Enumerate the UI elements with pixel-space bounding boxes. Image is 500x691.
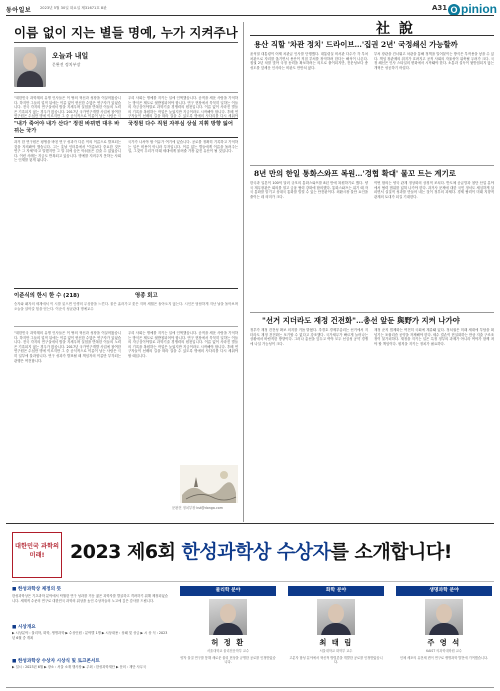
ad-section-2-body: ▶ 시상분야 : 물리학, 화학, 생명과학 ▶ 수상인원 : 분야별 1명 ▶ 시상내용 : 상패 및 상금 ▶ 시 상 식 : 2023년 6월 중 개최 xyxy=(12,631,168,640)
editorial-3-title: "선거 지더라도 재정 건전화"…총선 앞둔 與野가 지켜 나가야 xyxy=(262,316,460,325)
column-body-2: 우리 사회는 명예를 지키는 일에 인색했습니다. 공적을 세운 사람을 기억하는 방식은 제도로 뒷받침되어야 합니다. 연구 현장에서 묵묵히 일하는 이들의 자긍심이야말로 과학기술 경쟁력의 원천입니다. 이름 없이 사라진 별들의 기록을 복원하는 작업은 늦었지만 지금이라도 시작해야 합니다. 후배 연구자들이 선배의 길을 따라 걸을 수 있도록 명예의 사다리를 다시 세워야 xyxy=(128,96,238,118)
editorial-rule xyxy=(250,35,494,36)
ad-headline-prefix: 2023 제6회 xyxy=(70,541,182,563)
section-title xyxy=(448,2,497,16)
pullquote-1: "내가 죽어야 내가 산다" 정권 바뀌면 대우 바뀌는 국가 xyxy=(14,121,120,134)
ad-headline-main: 한성과학상 수상자 xyxy=(181,541,331,563)
poem-essay-2: 우리 사회는 명예를 지키는 일에 인색했습니다. 공적을 세운 사람을 기억하는 방식은 제도로 뒷받침되어야 합니다. 연구 현장에서 묵묵히 일하는 이들의 자긍심이야말로 과학기술 경쟁력의 원천입니다. 이름 없이 사라진 별들의 기록을 복원하는 작업은 늦었지만 지금이라도 시작해야 합니다. 후배 연구자들이 선배의 길을 따라 걸을 수 있도록 명예의 사다리를 다시 세워야 할 때입니다. xyxy=(128,331,238,358)
ad-section-2-title: ■ 시상개요 xyxy=(12,625,36,630)
column-body-1: "대한민국 과학계의 유명 인사들은 이 땅의 혁신과 성장을 이끌어왔습니다. 하지만 그들의 업적 뒤에는 이름 없이 헌신한 수많은 연구자가 있었습니다. 전국 각지의 연구실에서 밤을 지새우며 실험을 반복한 이들의 노력은 기록되지 않는 경우가 많습니다. 2017년 국가연구개발 사업에 참여한 연구원은 수십만 명에 이르지만 그 중 공식적으로 이름이 남는 사람은 극 xyxy=(14,96,121,118)
winner-description: 인체 세포의 유전체 변이 연구로 생명과학 발전에 기여했습니다. xyxy=(399,656,489,660)
winner-photo xyxy=(425,599,463,635)
winner-name: 허 정 환 xyxy=(211,638,245,647)
winner-affiliation: 서울대학교 물리천문학부 교수 xyxy=(206,649,250,653)
field-physics: 물리학 분야 xyxy=(180,586,276,596)
column-body-3: 과거 한 연구원은 평생을 바친 연구 성과가 다른 이의 이름으로 발표되는 것을 지켜봐야 했습니다. 그는 훗날 인터뷰에서 "이름보다 중요한 것은 연구 그 자체"라고 말했지만 그 말 뒤에 숨은 아쉬움은 감출 수 없었습니다. 이런 사례는 지금도 반복되고 있습니다. 명예를 지켜주지 못하는 사회는 인재를 잃게 됩니다. xyxy=(14,140,121,163)
winner-description: 양자 물질 연구를 통해 새로운 물리 현상을 규명한 공로를 인정받았습니다. xyxy=(180,656,276,665)
byline-role: 문완전 정치부장 xyxy=(52,62,81,67)
byline-rule xyxy=(14,92,238,93)
editorial-label: 社 說 xyxy=(376,21,415,37)
poem-body: 승자와 패자의 세계에서 이 시를 읽으면 인생의 무상함을 느낀다. 물은 흘러가고 꽃은 지며 세월은 돌아오지 않는다. 시인은 담담하게 지난 날을 돌아보며 오늘을 살아갈 힘을 얻는다. 이준식 성균관대 명예교수 xyxy=(14,302,238,311)
poem-tag: 이준식의 한시 한 수 (218) xyxy=(14,293,80,299)
ad-section-1-title: ■ 한성과학상 제정의 뜻 xyxy=(12,587,62,592)
masthead: 동아일보 xyxy=(6,7,32,14)
editorial-1-body-a: 윤석열 대통령이 어제 차관급 인사를 단행했다. 대통령실 비서관 다수가 각 부처 차관으로 자리를 옮기면서 용산이 직접 부처를 장악하려 한다는 해석이 나온다. 집권 2년 차를 맞아 국정 동력을 확보하려는 의도로 풀이되지만, 전문성보다 충성도를 앞세운 인사라는 비판도 만만치 않다. xyxy=(250,52,368,70)
title-rule xyxy=(14,42,238,43)
editorial-separator-2 xyxy=(250,312,494,313)
field-chemistry: 화학 분야 xyxy=(288,586,384,596)
poem-illustration xyxy=(180,465,238,503)
winner-photo xyxy=(317,599,355,635)
editorial-3-body-b: 재정 준칙 법제화는 여전히 국회에 계류돼 있다. 정치권은 미래 세대에 부담을 떠넘기는 포퓰리즘 공약을 자제해야 한다. 세수 결손이 현실화하는 만큼 지출 구조조정이 불가피하다. 재정을 지키는 일은 특정 정부의 과제가 아니라 여야가 함께 져야 할 책임이다. 원칙을 지키는 정치가 필요하다. xyxy=(374,328,494,346)
ad-section-3-title: ■ 한성과학상 수상자 시상식 및 토크콘서트 xyxy=(12,659,100,664)
field-life-science: 생명과학 분야 xyxy=(396,586,492,596)
poem-essay-1: "대한민국 과학계의 유명 인사들은 이 땅의 혁신과 성장을 이끌어왔습니다. 하지만 그들의 업적 뒤에는 이름 없이 헌신한 수많은 연구자가 있었습니다. 전국 각지의 연구실에서 밤을 지새우며 실험을 반복한 이들의 노력은 기록되지 않는 경우가 많습니다. 2017년 국가연구개발 사업에 참여한 연구원은 수십만 명에 이르지만 그 중 공식적으로 이름이 남는 사람은 극히 일부에 불과합니다. 연구 성과가 발표될 때 책임자의 이름만 부각되는 관행은 여전합니다. xyxy=(14,331,121,363)
author-photo xyxy=(14,47,46,87)
ad-headline xyxy=(70,537,452,564)
winner-name: 주 영 석 xyxy=(427,638,461,647)
poem-rule xyxy=(14,288,238,289)
section-label: pinion xyxy=(461,2,497,16)
page-number: A31 xyxy=(432,4,448,12)
ad-section-3-body: ▶ 일시 : 2023년 6월 ▶ 장소 : 서울 소재 행사장 ▶ 주최 : 한성과학재단 ▶ 문의 : 재단 사무국 xyxy=(12,665,147,669)
byline-name: 오늘과 내일 xyxy=(52,52,89,60)
editorial-1-title: 용산 직할 '차관 정치' 드라이브…'집권 2년' 국정쇄신 가능할까 xyxy=(254,40,458,49)
winner-affiliation: KAIST 의과학대학원 교수 xyxy=(426,649,462,653)
ad-headline-suffix: 를 소개합니다! xyxy=(330,541,452,563)
editorial-2-title: 8년 만의 한일 통화스와프 복원…'경협 확대' 물꼬 트는 계기로 xyxy=(254,169,456,178)
column-body-4: 국가가 나서야 할 이유가 여기에 있습니다. 공로를 정확히 기록하고 기억하는 일은 비용이 아니라 투자입니다. 이름 없는 별들에게 이름을 돌려주는 일, 그것이 우리가 미래 세대에게 물려줄 가장 값진 유산이 될 것입니다. xyxy=(128,140,238,154)
bottom-rule xyxy=(6,687,494,688)
ad-rule xyxy=(12,581,494,582)
column-note: 문완전 정치부장 kst@donga.com xyxy=(172,506,224,510)
poem-title: 영종 회고 xyxy=(135,293,158,299)
editorial-separator-1 xyxy=(250,165,494,166)
winner-name: 최 태 림 xyxy=(319,638,353,647)
editorial-2-body-a: 한국과 일본이 100억 달러 규모의 통화스와프를 8년 만에 복원하기로 했다. 양국 재무장관은 회의를 열고 금융 협력 강화에 합의했다. 통화스와프는 위기 때 자국 통화를 맡기고 상대국 통화를 빌릴 수 있는 안전판이다. 외환시장 불안 요인을 줄이는 데 의미가 크다. xyxy=(250,181,368,199)
editorial-1-body-b: 부처 장관을 건너뛰고 차관을 통해 정책을 밀어붙이는 방식은 부작용을 낳을 수 있다. 책임 장관제의 취지가 흐려지고 공직 사회의 자율성이 위축될 우려가 크다. 국정 쇄신은 인사 스타일의 변화에서 시작돼야 한다. 소통과 설득이 뒷받침되지 않는 개혁은 성공하기 어렵다. xyxy=(374,52,494,70)
winner-affiliation: 서울대학교 화학부 교수 xyxy=(319,649,353,653)
header-rule xyxy=(6,15,494,16)
ad-top-rule xyxy=(6,523,494,524)
pullquote-2: 국정원 다수 직원 자부심 상실 지휘 방향 잃어 xyxy=(128,121,234,127)
editorial-2-body-b: 이번 합의는 양국 관계 정상화의 상징적 조치다. 반도체 공급망과 첨단 산업 분야에서 협력 범위를 넓혀 나가야 한다. 과거사 문제에 대한 국민 정서도 세심하게 살피면서 실질적 성과를 만들어 내는 것이 정부의 과제다. 경제 협력이 미래 지향적 관계의 토대가 되길 기대한다. xyxy=(374,181,494,199)
date-line: 2023년 5월 30일 화요일 제31671호 8판 xyxy=(40,6,107,10)
poem-box-rule xyxy=(14,326,238,327)
winner-photo xyxy=(209,599,247,635)
editorial-3-body-a: 정부가 재정 건전성 확보 의지를 거듭 밝혔다. 추경호 경제부총리는 선거에서 지더라도 재정 건전화는 포기할 수 없다고 강조했다. 국가채무가 빠르게 늘어나는 상황에서 바람직한 방향이다. 그러나 총선을 앞두고 여야 모두 선심성 공약 경쟁에 나설 가능성이 크다. xyxy=(250,328,368,346)
section-initial-icon: O xyxy=(448,4,460,16)
winner-description: 고분자 합성 분야에서 혁신적 방법론을 개발한 공로를 인정받았습니다. xyxy=(289,656,383,665)
pullquote-rule-top xyxy=(14,118,238,119)
column-divider xyxy=(243,22,244,522)
pullquote-rule-bottom xyxy=(14,137,238,138)
ad-section-1-body: 한성과학상은 기초과학 분야에서 탁월한 연구 성과를 거둔 젊은 과학자를 발굴하고 격려하기 위해 제정되었습니다. 세계적 수준의 연구로 대한민국 과학의 위상을 높인 수상자들의 노고에 깊은 감사를 드립니다. xyxy=(12,594,168,603)
column-title: 이름 없이 지는 별들 명예, 누가 지켜주나 xyxy=(14,25,238,40)
ad-logo-text: 대한민국 과학의 미래! xyxy=(15,543,59,559)
